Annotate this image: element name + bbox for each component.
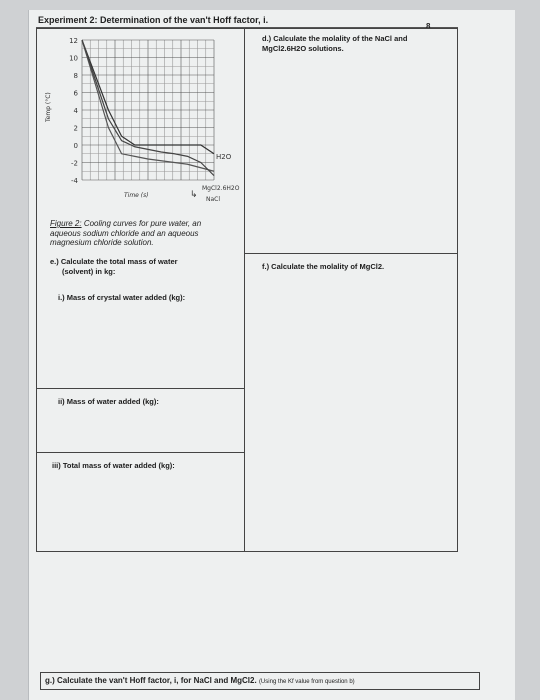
y-axis-label: Temp (°C) [45,92,52,122]
question-g-note: (Using the Kf value from question b) [258,679,355,685]
question-g [40,672,480,690]
question-e-line2: (solvent) in kg: [62,267,116,276]
figure-caption-line1: Cooling curves for pure water, an [83,219,202,228]
annotation-nacl: NaCl [206,196,221,203]
table-row-divider-iii [36,452,245,453]
x-axis-label: Time (s) [124,192,149,199]
question-g-text: g.) Calculate the van't Hoff factor, i, for NaCl and MgCl2. [45,676,257,685]
y-tick-label: 0 [73,142,78,150]
figure-caption-line3: magnesium chloride solution. [50,238,154,247]
annotation-mgcl2: MgCl2.6H2O [202,185,240,192]
question-e-line1: e.) Calculate the total mass of water [50,257,178,266]
y-tick-label: -4 [71,177,78,185]
question-e-ii: ii) Mass of water added (kg): [58,397,159,406]
figure-caption-line2: aqueous sodium chloride and an aqueous [50,228,199,238]
y-tick-label: 6 [73,89,78,98]
y-tick-label: 12 [69,37,78,45]
y-tick-label: 4 [73,107,78,115]
page-number: 8 [426,22,431,31]
y-tick-label: -2 [71,159,78,168]
y-tick-label: 2 [73,124,78,133]
question-f: f.) Calculate the molality of MgCl2. [262,262,385,271]
figure-caption [50,219,244,248]
figure-caption-label: Figure 2: [50,219,82,228]
question-d: d.) Calculate the molality of the NaCl and MgCl2.6H2O solutions. [262,34,408,53]
question-e-iii: iii) Total mass of water added (kg): [52,461,175,470]
table-row-divider-ii [36,388,245,389]
question-e [50,257,240,277]
page-title: Experiment 2: Determination of the van't Hoff factor, i. [36,14,458,28]
table-row-divider-right [244,253,457,254]
annotation-arrow: ↳ [190,190,198,200]
question-e-i: i.) Mass of crystal water added (kg): [58,293,186,302]
y-tick-label: 10 [69,54,78,63]
y-tick-label: 8 [73,72,78,80]
annotation-h2o: H2O [216,153,232,161]
